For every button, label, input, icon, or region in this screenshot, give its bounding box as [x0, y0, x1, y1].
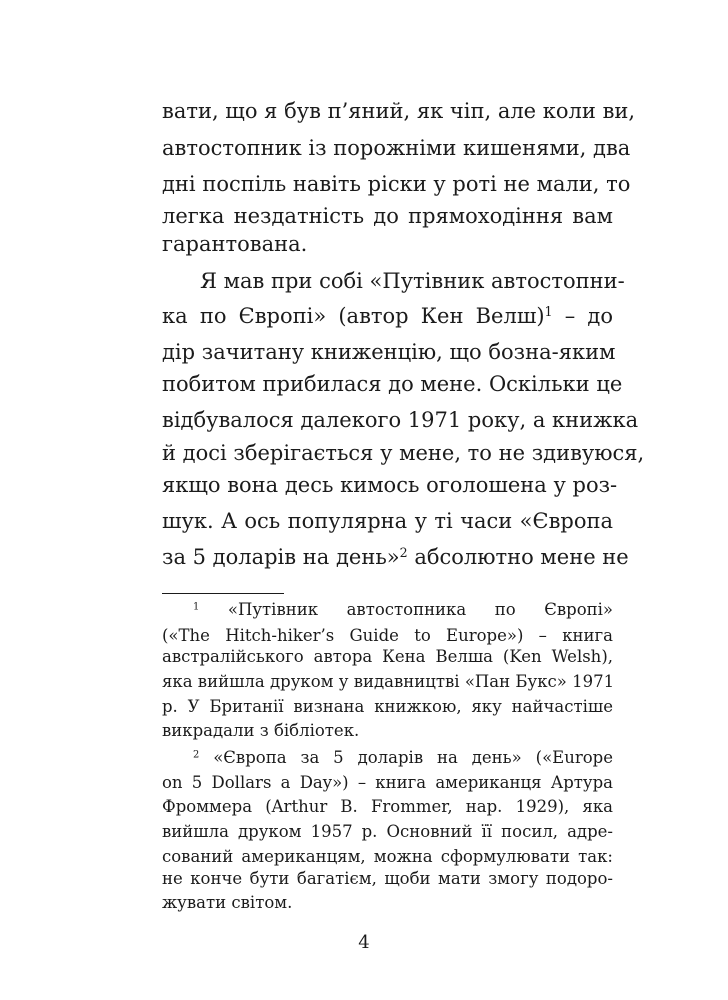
footnote-2-line: on 5 Dollars a Day») – книга американця Артура	[162, 773, 613, 792]
footnote-1-line: австралійського автора Кена Велша (Ken Welsh),	[162, 647, 613, 666]
body-line: легка нездатність до прямоходіння вам	[162, 204, 613, 228]
body-text-segment: абсолютно мене не	[414, 545, 629, 569]
footnote-text: «Путівник автостопника по Європі»	[227, 600, 613, 619]
footnote-1-line: р. У Британії визнана книжкою, яку найчастіше	[162, 697, 613, 716]
body-text-segment: ка по Європі» (автор Кен Велш)	[162, 304, 545, 328]
footnote-2-line: не конче бути багатієм, щоби мати змогу подоро-	[162, 869, 613, 888]
body-text-segment: – до	[564, 304, 614, 328]
footnote-1-line	[193, 597, 613, 623]
body-line: дір зачитану книженцію, що бозна-яким	[162, 340, 616, 364]
body-line-with-footnote-ref	[162, 301, 613, 331]
footnote-1-line: викрадали з бібліотек.	[162, 721, 360, 740]
footnote-ref-2: 2	[399, 545, 408, 561]
footnote-2-line	[193, 745, 613, 771]
footnote-1-line: («The Hitch-hiker’s Guide to Europe») – книга	[162, 626, 613, 645]
footnote-mark-1: 1	[193, 601, 200, 613]
footnote-separator	[162, 593, 284, 594]
body-line: Я мав при собі «Путівник автостопни-	[200, 269, 625, 293]
footnote-2-line: Фроммера (Arthur B. Frommer, нар. 1929), яка	[162, 797, 613, 816]
footnote-mark-2: 2	[193, 749, 200, 761]
body-line: якщо вона десь кимось оголошена у роз-	[162, 473, 618, 497]
body-line: автостопник із порожніми кишенями, два	[162, 136, 631, 160]
body-line: гарантована.	[162, 232, 308, 256]
body-line: шук. А ось популярна у ті часи «Європа	[162, 509, 613, 533]
body-text-segment: за 5 доларів на день»	[162, 545, 400, 569]
footnote-2-line: жувати світом.	[162, 893, 293, 912]
footnote-1-line: яка вийшла друком у видавництві «Пан Букс» 1971	[162, 672, 615, 691]
body-line: вати, що я був п’яний, як чіп, але коли ви,	[162, 99, 636, 123]
page-number: 4	[358, 932, 370, 953]
body-line: дні поспіль навіть ріски у роті не мали, то	[162, 172, 631, 196]
footnote-ref-1: 1	[544, 304, 553, 320]
body-line-with-footnote-ref	[162, 542, 629, 572]
body-line: відбувалося далекого 1971 року, а книжка	[162, 408, 639, 432]
footnote-2-line: сований американцям, можна сформулювати так:	[162, 847, 613, 866]
body-line: побитом прибилася до мене. Оскільки це	[162, 372, 623, 396]
footnote-2-line: вийшла друком 1957 р. Основний її посил, адре-	[162, 822, 613, 841]
body-line: й досі зберігається у мене, то не здивуюся,	[162, 441, 645, 465]
footnote-text: «Європа за 5 доларів на день» («Europe	[213, 748, 613, 767]
